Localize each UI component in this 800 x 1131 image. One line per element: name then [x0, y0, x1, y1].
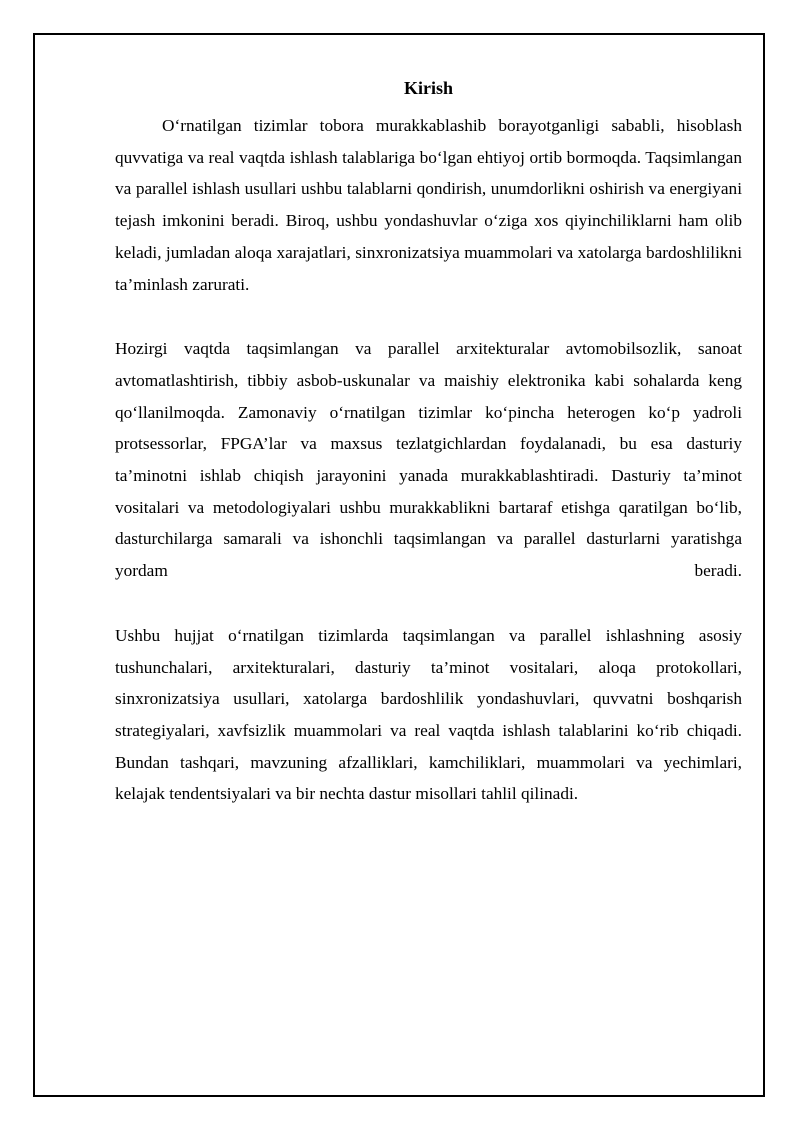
- document-body: [115, 76, 742, 810]
- paragraph-scope: Ushbu hujjat o‘rnatilgan tizimlarda taqsimlangan va parallel ishlashning asosiy tushunchalari, arxitekturalari, dasturiy ta’minot vositalari, aloqa protokollari, sinxronizatsiya usullari, xatolarga bardoshlilik yondashuvlari, quvvatni boshqarish strategiyalari, xavfsizlik muammolari va real vaqtda ishlash talablarini ko‘rib chiqadi. Bundan tashqari, mavzuning afzalliklari, kamchiliklari, muammolari va yechimlari, kelajak tendentsiyalari va bir nechta dastur misollari tahlil qilinadi.: [115, 625, 742, 804]
- paragraph-spacer: [115, 300, 742, 333]
- paragraph-spacer: [115, 587, 742, 620]
- paragraph-intro: O‘rnatilgan tizimlar tobora murakkablashib borayotganligi sababli, hisoblash quvvatiga va real vaqtda ishlash talablariga bo‘lgan ehtiyoj ortib bormoqda. Taqsimlangan va parallel ishlash usullari ushbu talablarni qondirish, unumdorlikni oshirish va energiyani tejash imkonini beradi. Biroq, ushbu yondashuvlar o‘ziga xos qiyinchiliklarni ham olib keladi, jumladan aloqa xarajatlari, sinxronizatsiya muammolari va xatolarga bardoshlilikni ta’minlash zarurati.: [115, 116, 742, 294]
- paragraph-architectures: Hozirgi vaqtda taqsimlangan va parallel arxitekturalar avtomobilsozlik, sanoat avtomatlashtirish, tibbiy asbob-uskunalar va maishiy elektronika kabi sohalarda keng qo‘llanilmoqda. Zamonaviy o‘rnatilgan tizimlar ko‘pincha heterogen ko‘p yadroli protsessorlar, FPGA’lar va maxsus tezlatgichlardan foydalanadi, bu esa dasturiy ta’minotni ishlab chiqish jarayonini yanada murakkablashtiradi. Dasturiy ta’minot vositalari va metodologiyalari ushbu murakkablikni bartaraf etishga qaratilgan bo‘lib, dasturchilarga samarali va ishonchli taqsimlangan va parallel dasturlarni yaratishga yordam beradi.: [115, 339, 742, 581]
- document-title: Kirish: [403, 78, 453, 98]
